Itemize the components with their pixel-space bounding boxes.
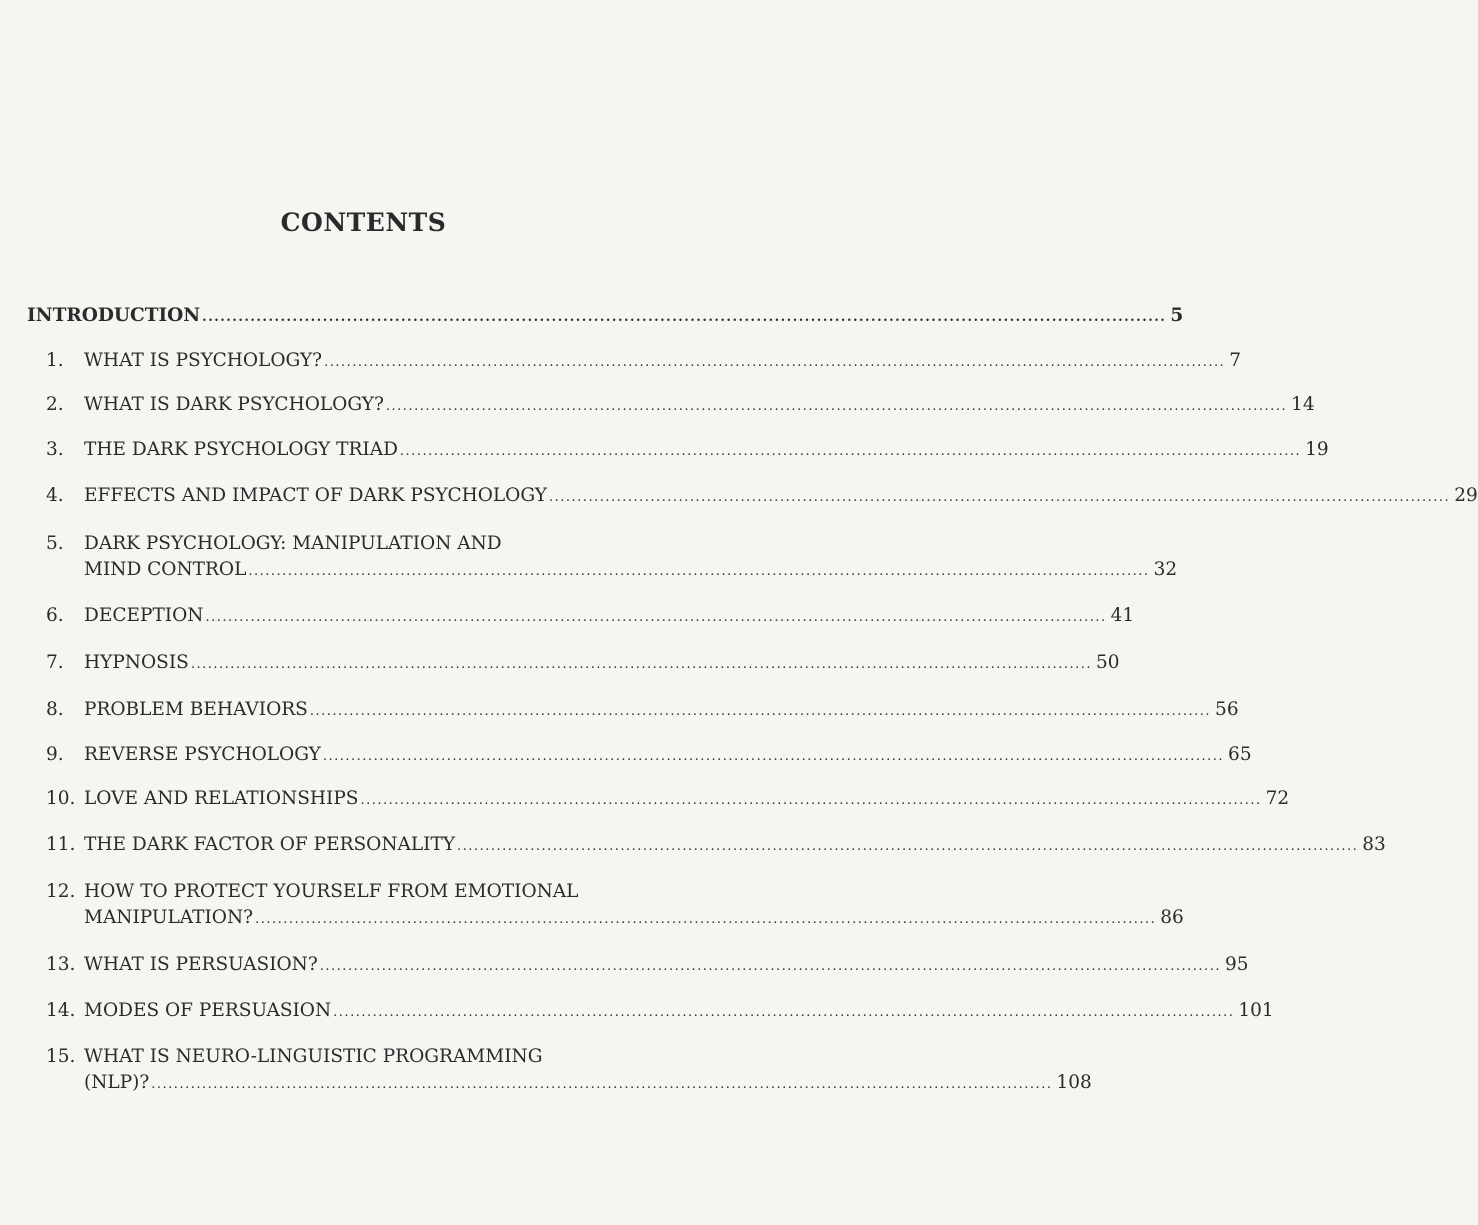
entry-line — [0, 998, 1274, 1024]
page-number: 41 — [1110, 605, 1135, 626]
entry-line — [0, 650, 1120, 676]
dotted-leader-line — [84, 603, 1135, 631]
entry-line — [0, 952, 1249, 978]
entry-title: THE DARK PSYCHOLOGY TRIAD — [84, 439, 398, 460]
entry-title: WHAT IS DARK PSYCHOLOGY? — [84, 394, 384, 415]
dotted-leader-line — [84, 998, 1274, 1026]
entry-line — [0, 303, 1184, 329]
toc-entry[interactable] — [0, 1044, 1092, 1096]
dot-leader: ................................................................................................................................................................ — [319, 959, 1221, 974]
toc-entry[interactable] — [0, 348, 1242, 374]
page-number: 65 — [1228, 744, 1252, 765]
dot-leader: ................................................................................................................................................................ — [151, 1077, 1053, 1092]
dotted-leader-line — [84, 697, 1239, 725]
dotted-leader-line — [84, 905, 1184, 933]
toc-entry[interactable] — [0, 697, 1239, 723]
entry-number: 13. — [46, 954, 76, 975]
dotted-leader-line — [84, 1070, 1092, 1098]
entry-line — [0, 348, 1242, 374]
entry-line — [0, 905, 1184, 931]
toc-entry[interactable] — [0, 437, 1329, 463]
entry-title: HOW TO PROTECT YOURSELF FROM EMOTIONAL — [84, 881, 579, 902]
entry-number: 2. — [46, 394, 64, 415]
toc-entry[interactable] — [0, 483, 1478, 509]
entry-number: 1. — [46, 350, 64, 371]
entry-title: WHAT IS NEURO-LINGUISTIC PROGRAMMING — [84, 1046, 543, 1067]
dot-leader: ................................................................................................................................................................ — [385, 399, 1288, 414]
toc-entry[interactable] — [0, 742, 1252, 768]
toc-entry[interactable] — [0, 952, 1249, 978]
dotted-leader-line — [84, 437, 1329, 465]
dot-leader: ................................................................................................................................................................ — [324, 355, 1226, 370]
dot-leader: ................................................................................................................................................................ — [205, 610, 1107, 625]
page-number: 101 — [1238, 1000, 1274, 1021]
page-number: 95 — [1224, 954, 1249, 975]
page-number: 19 — [1305, 439, 1329, 460]
toc-entry-introduction[interactable] — [0, 303, 1184, 329]
dotted-leader-line — [84, 483, 1478, 511]
page-number: 5 — [1170, 305, 1184, 326]
entry-title: WHAT IS PSYCHOLOGY? — [84, 350, 323, 371]
entry-title: HYPNOSIS — [84, 652, 189, 673]
dot-leader: ................................................................................................................................................................ — [322, 749, 1225, 764]
entry-line — [0, 437, 1329, 463]
dotted-leader-line — [27, 303, 1184, 331]
entry-number: 15. — [46, 1046, 76, 1067]
entry-line — [0, 697, 1239, 723]
dotted-leader-line — [84, 742, 1252, 770]
page-number: 86 — [1160, 907, 1184, 928]
dotted-leader-line — [84, 952, 1249, 980]
entry-line — [0, 392, 1315, 418]
entry-line — [0, 1044, 761, 1070]
entry-line — [0, 1070, 1092, 1096]
toc-entry[interactable] — [0, 832, 1386, 858]
dotted-leader-line — [84, 786, 1290, 814]
entry-line — [0, 879, 761, 905]
toc-entry[interactable] — [0, 879, 1184, 931]
dot-leader: ................................................................................................................................................................ — [248, 564, 1150, 579]
entry-title: MANIPULATION? — [84, 907, 254, 928]
entry-number: 5. — [46, 533, 64, 554]
toc-entry[interactable] — [0, 392, 1315, 418]
entry-number: 14. — [46, 1000, 76, 1021]
entry-title: WHAT IS PERSUASION? — [84, 954, 318, 975]
toc-entry[interactable] — [0, 531, 1178, 583]
entry-number: 7. — [46, 652, 64, 673]
page-number: 72 — [1265, 788, 1290, 809]
dot-leader: ................................................................................................................................................................ — [255, 912, 1157, 927]
entry-title: DECEPTION — [84, 605, 204, 626]
entry-line — [0, 603, 1135, 629]
entry-number: 10. — [46, 788, 76, 809]
page-number: 108 — [1056, 1072, 1092, 1093]
entry-line — [0, 483, 1478, 509]
entry-title: (NLP)? — [84, 1072, 150, 1093]
entry-number: 11. — [46, 834, 76, 855]
page-number: 83 — [1362, 834, 1386, 855]
entry-title: LOVE AND RELATIONSHIPS — [84, 788, 359, 809]
entry-number: 8. — [46, 699, 64, 720]
page-number: 32 — [1153, 559, 1178, 580]
entry-line — [0, 786, 1290, 812]
entry-number: 9. — [46, 744, 64, 765]
page-title: CONTENTS — [280, 208, 447, 237]
entry-title: MIND CONTROL — [84, 559, 247, 580]
toc-entry[interactable] — [0, 650, 1120, 676]
entry-title: INTRODUCTION — [27, 305, 201, 326]
dotted-leader-line — [84, 832, 1386, 860]
dot-leader: ................................................................................................................................................................ — [399, 444, 1302, 459]
page-number: 14 — [1291, 394, 1315, 415]
toc-entry[interactable] — [0, 786, 1290, 812]
page-number: 29 — [1454, 485, 1478, 506]
dotted-leader-line — [84, 557, 1178, 585]
entry-title: EFFECTS AND IMPACT OF DARK PSYCHOLOGY — [84, 485, 548, 506]
toc-entry[interactable] — [0, 998, 1274, 1024]
entry-title: PROBLEM BEHAVIORS — [84, 699, 308, 720]
dot-leader: ................................................................................................................................................................ — [360, 793, 1262, 808]
dot-leader: ................................................................................................................................................................ — [202, 310, 1167, 325]
page-number: 56 — [1215, 699, 1239, 720]
entry-title: MODES OF PERSUASION — [84, 1000, 332, 1021]
entry-number: 12. — [46, 881, 76, 902]
dotted-leader-line — [84, 348, 1242, 376]
dot-leader: ................................................................................................................................................................ — [457, 839, 1359, 854]
dot-leader: ................................................................................................................................................................ — [333, 1005, 1235, 1020]
entry-line — [0, 832, 1386, 858]
dot-leader: ................................................................................................................................................................ — [549, 490, 1451, 505]
entry-line — [0, 742, 1252, 768]
toc-entry[interactable] — [0, 603, 1135, 629]
entry-number: 3. — [46, 439, 64, 460]
dotted-leader-line — [84, 392, 1315, 420]
page-number: 7 — [1229, 350, 1242, 371]
page-number: 50 — [1095, 652, 1120, 673]
entry-title: DARK PSYCHOLOGY: MANIPULATION AND — [84, 533, 502, 554]
dot-leader: ................................................................................................................................................................ — [309, 704, 1212, 719]
entry-number: 4. — [46, 485, 64, 506]
dot-leader: ................................................................................................................................................................ — [190, 657, 1092, 672]
entry-title: THE DARK FACTOR OF PERSONALITY — [84, 834, 456, 855]
entry-number: 6. — [46, 605, 64, 626]
entry-line — [0, 557, 1178, 583]
entry-title: REVERSE PSYCHOLOGY — [84, 744, 321, 765]
dotted-leader-line — [84, 650, 1120, 678]
entry-line — [0, 531, 761, 557]
